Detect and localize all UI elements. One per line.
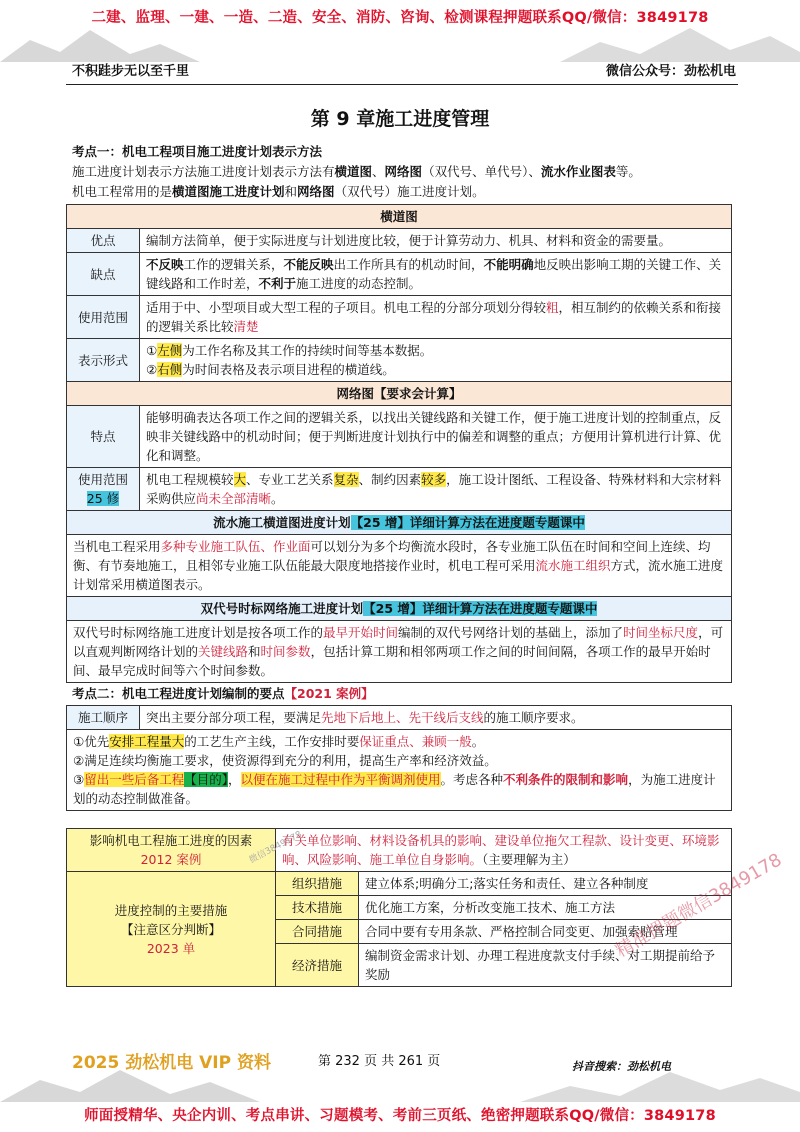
page-title: 第 9 章施工进度管理 — [310, 108, 490, 130]
table-schedule-methods — [66, 204, 732, 683]
row-text-shunxu: 突出主要分部分项工程，要满足先地下后地上、先干线后支线的施工顺序要求。 — [140, 706, 732, 730]
measure-name: 合同措施 — [276, 920, 359, 944]
section-wangluo: 网络图【要求会计算】 — [67, 382, 732, 406]
row-label-shunxu: 施工顺序 — [67, 706, 140, 730]
watermark-small: 微信3849178 — [247, 829, 304, 866]
header-divider — [66, 84, 738, 85]
row-label-tedian: 特点 — [67, 406, 140, 468]
row-label-youdian: 优点 — [67, 229, 140, 253]
text-shuangdaihao: 双代号时标网络施工进度计划是按各项工作的最早开始时间编制的双代号网络计划的基础上，添加了时间坐标尺度，可以直观判断网络计划的关键线路和时间参数，包括计算工期和相邻两项工作之间的时间间隔，各项工作的最早开始时间、最早完成时间等六个时间参数。 — [67, 621, 732, 683]
watermark: 精准押题微信3849178 — [612, 849, 786, 962]
row-text-youdian: 编制方法简单，便于实际进度与计划进度比较，便于计算劳动力、机具、材料和资金的需要量。 — [140, 229, 732, 253]
measure-text: 合同中要有专用条款、严格控制合同变更、加强索赔管理 — [359, 920, 732, 944]
section-hengdao: 横道图 — [67, 205, 732, 229]
measure-text: 编制资金需求计划、办理工程进度款支付手续、对工期提前给予奖励 — [359, 944, 732, 987]
measure-text: 优化施工方案，分析改变施工技术、施工方法 — [359, 896, 732, 920]
header-motto: 不积跬步无以至千里 — [72, 64, 190, 79]
row-text-tedian: 能够明确表达各项工作之间的逻辑关系，以找出关键线路和关键工作，便于施工进度计划的控制重点，反映非关键线路中的机动时间；便于判断进度计划执行中的偏差和调整的重点；方便用计算机进行计算、优化和调整。 — [140, 406, 732, 468]
bottom-banner: 师面授精华、央企内训、考点串讲、习题模考、考前三页纸、绝密押题联系QQ/微信：3849178 — [84, 1108, 716, 1124]
footer-brand: 2025 劲松机电 VIP 资料 — [72, 1053, 272, 1073]
header-wechat: 微信公众号：劲松机电 — [605, 64, 736, 79]
mountain-decoration-top — [0, 22, 800, 62]
row-label-yinsu: 影响机电工程施工进度的因素 2012 案例 — [67, 829, 276, 872]
row-label-fanwei2: 使用范围 25 修 — [67, 468, 140, 511]
measure-text: 建立体系;明确分工;落实任务和责任、建立各种制度 — [359, 872, 732, 896]
row-label-cuoshi: 进度控制的主要措施 【注意区分判断】 2023 单 — [67, 872, 276, 987]
row-text-yinsu: 有关单位影响、材料设备机具的影响、建设单位拖欠工程款、设计变更、环境影响、风险影响、施工单位自身影响。（主要理解为主） — [276, 829, 732, 872]
row-text-xingshi: ①左侧为工作名称及其工作的持续时间等基本数据。 ②右侧为时间表格及表示项目进程的横道线。 — [140, 339, 732, 382]
point1-line2: 机电工程常用的是横道图施工进度计划和网络图（双代号）施工进度计划。 — [72, 184, 485, 199]
table-schedule-points — [66, 705, 732, 811]
text-points-list: ①优先安排工程量大的工艺生产主线，工作安排时要保证重点、兼顾一般。 ②满足连续均衡施工要求，使资源得到充分的利用，提高生产率和经济效益。 ③留出一些后备工程【目的】，以便在施工过程中作为平衡调剂使用。考虑各种不利条件的限制和影响，为施工进度计划的动态控制做准备。 — [67, 730, 732, 811]
table-progress-factors — [66, 828, 732, 987]
text-liushui: 当机电工程采用多种专业施工队伍、作业面可以划分为多个均衡流水段时，各专业施工队伍在时间和空间上连续、均衡、有节奏地施工，且相邻专业施工队伍能最大限度地搭接作业时，机电工程可采用流水施工组织方式，流水施工进度计划常采用横道图表示。 — [67, 535, 732, 597]
footer-douyin: 抖音搜索：劲松机电 — [572, 1060, 671, 1073]
footer-page-number: 第 232 页 共 261 页 — [318, 1054, 441, 1069]
mountain-decoration-bottom — [0, 1066, 800, 1102]
section-shuangdaihao: 双代号时标网络施工进度计划【25 增】详细计算方法在进度题专题课中 — [67, 597, 732, 621]
point1-heading: 考点一：机电工程项目施工进度计划表示方法 — [72, 144, 323, 159]
row-label-fanwei: 使用范围 — [67, 296, 140, 339]
point1-line1: 施工进度计划表示方法施工进度计划表示方法有横道图、网络图（双代号、单代号）、流水作业图表等。 — [72, 164, 641, 179]
row-label-xingshi: 表示形式 — [67, 339, 140, 382]
top-banner: 二建、监理、一建、一造、二造、安全、消防、咨询、检测课程押题联系QQ/微信：3849178 — [91, 10, 709, 26]
row-text-fanwei: 适用于中、小型项目或大型工程的子项目。机电工程的分部分项划分得较粗，相互制约的依赖关系和衔接的逻辑关系比较清楚 — [140, 296, 732, 339]
measure-name: 组织措施 — [276, 872, 359, 896]
point2-heading: 考点二：机电工程进度计划编制的要点【2021 案例】 — [72, 686, 374, 701]
row-label-quedian: 缺点 — [67, 253, 140, 296]
measure-name: 技术措施 — [276, 896, 359, 920]
row-text-fanwei2: 机电工程规模较大、专业工艺关系复杂、制约因素较多，施工设计图纸、工程设备、特殊材料和大宗材料采购供应尚未全部清晰。 — [140, 468, 732, 511]
measure-name: 经济措施 — [276, 944, 359, 987]
section-liushui: 流水施工横道图进度计划【25 增】详细计算方法在进度题专题课中 — [67, 511, 732, 535]
tag-25-xiu: 25 修 — [86, 491, 120, 506]
row-text-quedian: 不反映工作的逻辑关系，不能反映出工作所具有的机动时间，不能明确地反映出影响工期的关键工作、关键线路和工作时差，不利于施工进度的动态控制。 — [140, 253, 732, 296]
